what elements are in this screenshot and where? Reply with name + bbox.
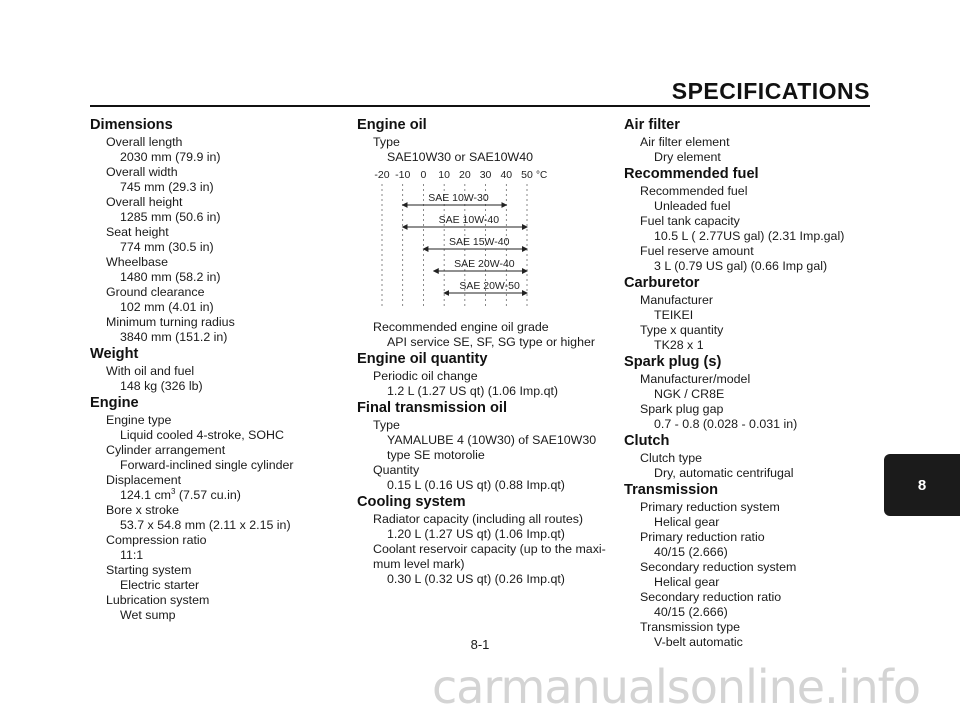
seat-height-value: 774 mm (30.5 in) [120,240,214,254]
bore-stroke-value: 53.7 x 54.8 mm (2.11 x 2.15 in) [120,518,291,532]
carburetor-heading: Carburetor [624,275,700,291]
temp-tick-label: 40 [500,169,513,181]
wheelbase-label: Wheelbase [106,255,168,269]
fuel-value: Unleaded fuel [654,199,731,213]
cooling-system-heading: Cooling system [357,494,466,510]
spark-plug-model-label: Manufacturer/model [640,372,751,386]
clutch-type-value: Dry, automatic centrifugal [654,466,794,480]
temp-tick-label: 0 [420,169,427,181]
column-left [90,116,320,623]
displacement-value-main: 124.1 cm [120,488,171,502]
fuel-reserve-label: Fuel reserve amount [640,244,754,258]
primary-ratio-label: Primary reduction ratio [640,530,765,544]
overall-height-label: Overall height [106,195,183,209]
displacement-value [90,488,320,503]
starting-system-value: Electric starter [120,578,200,592]
fuel-tank-capacity-value: 10.5 L ( 2.77US gal) (2.31 Imp.gal) [654,229,845,243]
weight-value: 148 kg (326 lb) [120,379,203,393]
transmission-type-label: Transmission type [640,620,741,634]
fuel-label: Recommended fuel [640,184,748,198]
temp-tick-label: -20 [374,169,390,181]
cylinder-arrangement-label: Cylinder arrangement [106,443,226,457]
final-oil-quantity-label: Quantity [373,463,420,477]
displacement-label: Displacement [106,473,182,487]
air-filter-element-value: Dry element [654,150,721,164]
fuel-tank-capacity-label: Fuel tank capacity [640,214,740,228]
secondary-ratio-label: Secondary reduction ratio [640,590,782,604]
oil-range-label: SAE 10W-40 [438,214,500,226]
temp-tick-label: 10 [438,169,450,181]
lubrication-system-label: Lubrication system [106,593,210,607]
oil-grade-value: API service SE, SF, SG type or higher [387,335,595,349]
final-oil-type-value-line1: YAMALUBE 4 (10W30) of SAE10W30 [387,433,597,447]
oil-range-label: SAE 20W-40 [454,258,515,270]
periodic-change-value: 1.2 L (1.27 US qt) (1.06 Imp.qt) [387,384,559,398]
reservoir-capacity-value: 0.30 L (0.32 US qt) (0.26 Imp.qt) [387,572,565,586]
turning-radius-label: Minimum turning radius [106,315,235,329]
primary-system-label: Primary reduction system [640,500,780,514]
final-transmission-oil-heading: Final transmission oil [357,400,508,416]
ground-clearance-label: Ground clearance [106,285,205,299]
header-rule [90,105,870,107]
engine-oil-type-label: Type [373,135,400,149]
ground-clearance-value: 102 mm (4.01 in) [120,300,214,314]
oil-range-label: SAE 10W-30 [428,192,489,204]
lubrication-system-value: Wet sump [120,608,176,622]
page-number: 8-1 [470,637,490,652]
radiator-capacity-label: Radiator capacity (including all routes) [373,512,584,526]
displacement-value-imperial: (7.57 cu.in) [175,488,241,502]
oil-range-label: SAE 15W-40 [448,236,510,248]
column-middle [357,116,607,587]
engine-heading: Engine [90,395,139,411]
overall-length-label: Overall length [106,135,183,149]
air-filter-element-label: Air filter element [640,135,730,149]
overall-height-value: 1285 mm (50.6 in) [120,210,221,224]
temp-tick-label: 50 [521,169,533,181]
periodic-change-label: Periodic oil change [373,369,478,383]
spark-plug-heading: Spark plug (s) [624,354,722,370]
engine-oil-heading: Engine oil [357,117,427,133]
spark-plug-gap-label: Spark plug gap [640,402,724,416]
final-oil-type-value-line2: type SE motorolie [387,448,485,462]
secondary-system-value: Helical gear [654,575,720,589]
overall-width-value: 745 mm (29.3 in) [120,180,214,194]
clutch-heading: Clutch [624,433,670,449]
engine-oil-quantity-heading: Engine oil quantity [357,351,488,367]
temp-tick-label: 30 [479,169,492,181]
recommended-fuel-heading: Recommended fuel [624,166,759,182]
section-tab: 8 [884,454,960,516]
engine-type-label: Engine type [106,413,172,427]
reservoir-capacity-label-line1: Coolant reservoir capacity (up to the maxi- [373,542,606,556]
overall-width-label: Overall width [106,165,178,179]
weight-label: With oil and fuel [106,364,195,378]
transmission-heading: Transmission [624,482,719,498]
radiator-capacity-value: 1.20 L (1.27 US qt) (1.06 Imp.qt) [387,527,565,541]
secondary-ratio-value: 40/15 (2.666) [654,605,728,619]
engine-type-value: Liquid cooled 4-stroke, SOHC [120,428,284,442]
column-right [624,116,884,650]
secondary-system-label: Secondary reduction system [640,560,797,574]
fuel-reserve-value: 3 L (0.79 US gal) (0.66 Imp gal) [654,259,828,273]
compression-ratio-label: Compression ratio [106,533,207,547]
temp-unit-label: °C [536,170,548,181]
overall-length-value: 2030 mm (79.9 in) [120,150,221,164]
bore-stroke-label: Bore x stroke [106,503,179,517]
spark-plug-gap-value: 0.7 - 0.8 (0.028 - 0.031 in) [654,417,798,431]
temp-tick-label: 20 [459,169,471,181]
oil-range-label: SAE 20W-50 [459,280,520,292]
oil-grade-label: Recommended engine oil grade [373,320,549,334]
watermark: carmanualsonline.info [431,660,920,714]
spark-plug-model-value: NGK / CR8E [654,387,725,401]
carburetor-type-value: TK28 x 1 [654,338,704,352]
transmission-type-value: V-belt automatic [654,635,743,649]
page-title: SPECIFICATIONS [671,78,870,104]
carburetor-manufacturer-label: Manufacturer [640,293,714,307]
oil-viscosity-chart [357,168,607,316]
seat-height-label: Seat height [106,225,169,239]
wheelbase-value: 1480 mm (58.2 in) [120,270,221,284]
cylinder-arrangement-value: Forward-inclined single cylinder [120,458,294,472]
carburetor-manufacturer-value: TEIKEI [654,308,694,322]
primary-ratio-value: 40/15 (2.666) [654,545,728,559]
final-oil-type-label: Type [373,418,400,432]
final-oil-quantity-value: 0.15 L (0.16 US qt) (0.88 Imp.qt) [387,478,565,492]
compression-ratio-value: 11:1 [120,548,144,562]
dimensions-heading: Dimensions [90,117,173,133]
carburetor-type-label: Type x quantity [640,323,724,337]
air-filter-heading: Air filter [624,117,680,133]
clutch-type-label: Clutch type [640,451,702,465]
weight-heading: Weight [90,346,139,362]
reservoir-capacity-label-line2: mum level mark) [373,557,465,571]
displacement-superscript: 3 [170,486,176,496]
primary-system-value: Helical gear [654,515,720,529]
turning-radius-value: 3840 mm (151.2 in) [120,330,228,344]
temp-tick-label: -10 [395,169,411,181]
engine-oil-type-value: SAE10W30 or SAE10W40 [387,150,534,164]
starting-system-label: Starting system [106,563,192,577]
